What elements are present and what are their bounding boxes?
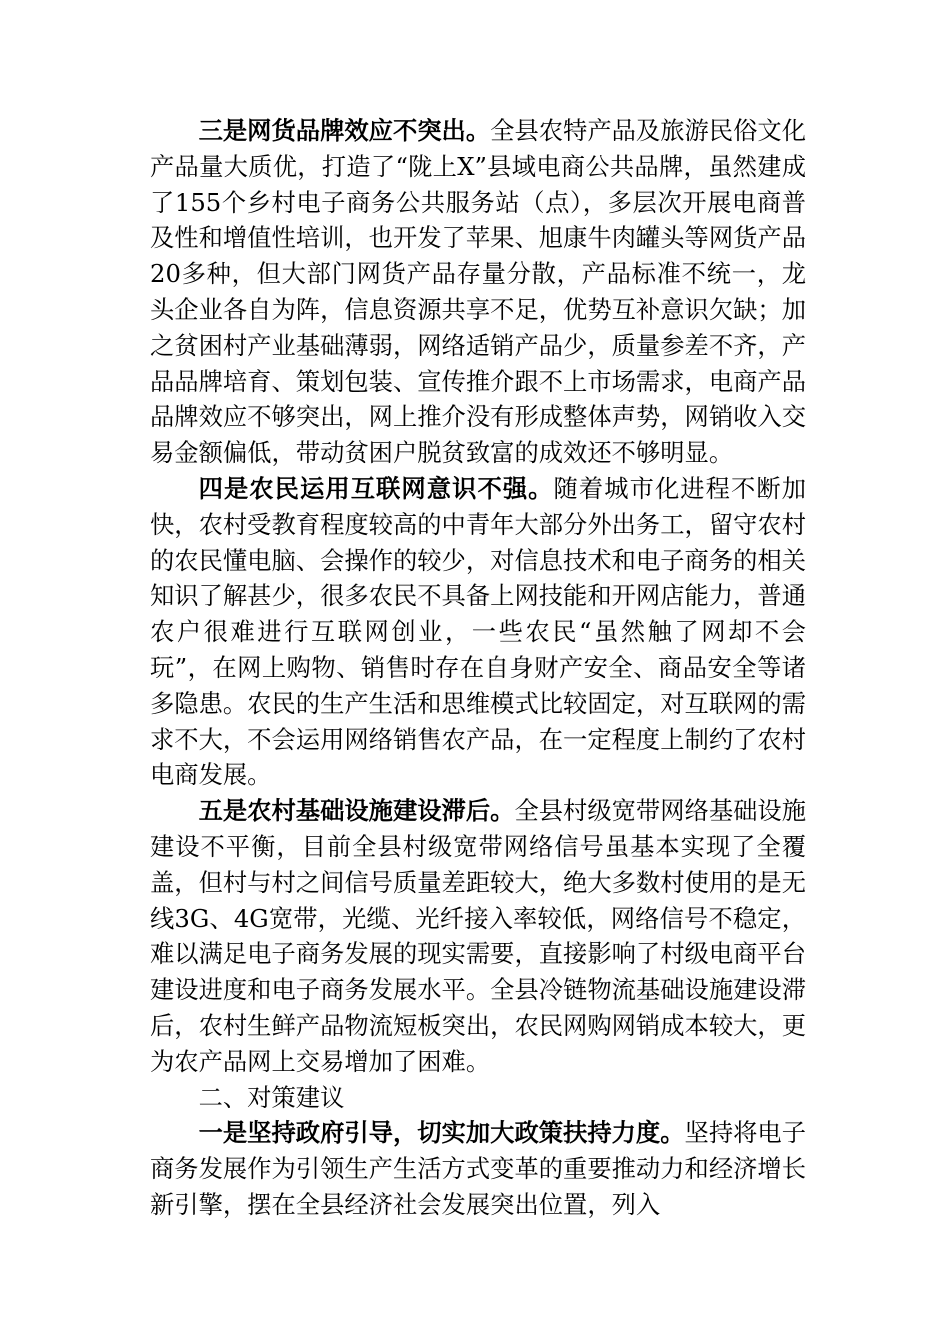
paragraph-infrastructure [150,793,806,1079]
paragraph-body: 随着城市化进程不断加快，农村受教育程度较高的中青年大部分外出务工，留守农村的农民懂电脑、会操作的较少，对信息技术和电子商务的相关知识了解甚少，很多农民不具备上网技能和开网店能力，普通农户很难进行互联网创业，一些农民“虽然触了网却不会玩”，在网上购物、销售时存在自身财产安全、商品安全等诸多隐患。农民的生产生活和思维模式比较固定，对互联网的需求不大，不会运用网络销售农产品，在一定程度上制约了农村电商发展。 [150,473,807,790]
section-heading: 二、对策建议 [198,1082,345,1112]
paragraph-body: 全县农特产品及旅游民俗文化产品量大质优，打造了“陇上X”县域电商公共品牌，虽然建成了155个乡村电子商务公共服务站（点），多层次开展电商普及性和增值性培训，也开发了苹果、旭康牛肉罐头等网货产品20多种，但大部门网货产品存量分散，产品标准不统一，龙头企业各自为阵，信息资源共享不足，优势互补意识欠缺；加之贫困村产业基础薄弱，网络适销产品少，质量参差不齐，产品品牌培育、策划包装、宣传推介跟不上市场需求，电商产品品牌效应不够突出，网上推介没有形成整体声势，网销收入交易金额偏低，带动贫困户脱贫致富的成效还不够明显。 [150,116,807,468]
paragraph-lead: 四是农民运用互联网意识不强。 [198,473,554,503]
paragraph-government-guidance [150,1115,806,1222]
paragraph-brand-effect [150,113,806,471]
paragraph-body: 坚持将电子商务发展作为引领生产生活方式变革的重要推动力和经济增长新引擎，摆在全县经济社会发展突出位置，列入 [150,1118,807,1219]
paragraph-lead: 五是农村基础设施建设滞后。 [198,796,515,826]
paragraph-internet-awareness [150,471,806,793]
document-page [150,113,806,1223]
paragraph-body: 全县村级宽带网络基础设施建设不平衡，目前全县村级宽带网络信号虽基本实现了全覆盖，但村与村之间信号质量差距较大，绝大多数村使用的是无线3G、4G宽带，光缆、光纤接入率较低，网络信号不稳定，难以满足电子商务发展的现实需要，直接影响了村级电商平台建设进度和电子商务发展水平。全县冷链物流基础设施建设滞后，农村生鲜产品物流短板突出，农民网购网销成本较大，更为农产品网上交易增加了困难。 [150,796,807,1076]
paragraph-lead: 三是网货品牌效应不突出。 [198,116,491,145]
paragraph-lead: 一是坚持政府引导，切实加大政策扶持力度。 [198,1118,685,1148]
